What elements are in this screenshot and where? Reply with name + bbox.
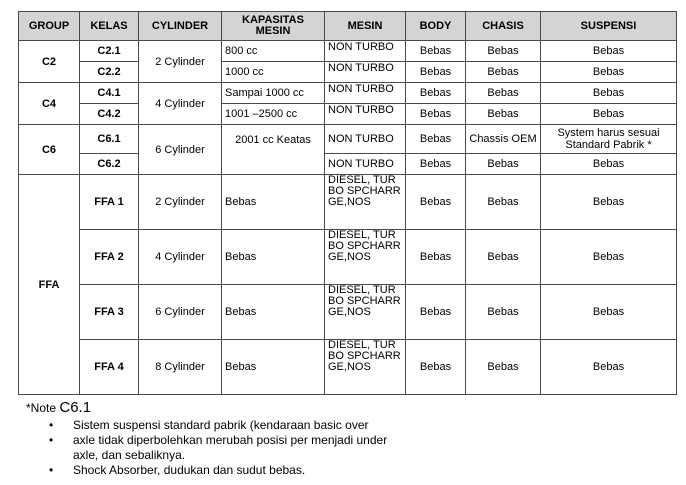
kapasitas-cell: 1000 cc [222,62,325,83]
header-chasis: CHASIS [466,12,541,41]
kapasitas-cell: 1001 –2500 cc [222,104,325,125]
suspensi-cell: Bebas [541,230,677,285]
header-mesin: MESIN [325,12,406,41]
cylinder-cell: 2 Cylinder [139,175,222,230]
header-suspensi: SUSPENSI [541,12,677,41]
body-cell: Bebas [406,285,466,340]
body-cell: Bebas [406,230,466,285]
suspensi-cell: Bebas [541,175,677,230]
table-row [19,125,677,154]
suspensi-cell: Bebas [541,154,677,175]
chasis-cell: Bebas [466,104,541,125]
table-row [19,340,677,395]
kapasitas-cell: Bebas [222,175,325,230]
mesin-cell: NON TURBO [325,154,406,175]
note-item: • Sistem suspensi standard pabrik (kendaraan basic over [73,418,403,433]
kelas-cell: C2.2 [80,62,139,83]
group-cell: FFA [19,175,80,395]
mesin-cell: DIESEL, TURBO SPCHARRGE,NOS [325,175,406,230]
mesin-cell: NON TURBO [325,125,406,154]
header-row [19,12,677,41]
table-row [19,230,677,285]
header-kelas: KELAS [80,12,139,41]
suspensi-cell: Bebas [541,83,677,104]
cylinder-cell: 6 Cylinder [139,125,222,175]
kelas-cell: FFA 4 [80,340,139,395]
kelas-cell: FFA 3 [80,285,139,340]
body-cell: Bebas [406,104,466,125]
group-cell: C4 [19,83,80,125]
note-section [26,400,403,478]
note-list [26,418,403,478]
chasis-cell: Bebas [466,41,541,62]
table-row [19,154,677,175]
note-item: • axle tidak diperbolehkan merubah posisi per menjadi under axle, dan sebaliknya. [73,433,403,463]
body-cell: Bebas [406,41,466,62]
header-group: GROUP [19,12,80,41]
chasis-cell: Chassis OEM [466,125,541,154]
chasis-cell: Bebas [466,340,541,395]
cylinder-cell: 8 Cylinder [139,340,222,395]
table-row [19,62,677,83]
mesin-cell: DIESEL, TURBO SPCHARRGE,NOS [325,230,406,285]
body-cell: Bebas [406,62,466,83]
chasis-cell: Bebas [466,230,541,285]
body-cell: Bebas [406,340,466,395]
header-body: BODY [406,12,466,41]
kelas-cell: C4.1 [80,83,139,104]
header-cylinder: CYLINDER [139,12,222,41]
group-cell: C6 [19,125,80,175]
note-ref: C6.1 [59,399,92,416]
mesin-cell: NON TURBO [325,104,406,125]
body-cell: Bebas [406,175,466,230]
kapasitas-cell: Bebas [222,230,325,285]
mesin-cell: DIESEL, TURBO SPCHARRGE,NOS [325,340,406,395]
cylinder-cell: 4 Cylinder [139,230,222,285]
suspensi-cell: Bebas [541,62,677,83]
chasis-cell: Bebas [466,175,541,230]
cylinder-cell: 4 Cylinder [139,83,222,125]
note-heading [26,400,403,416]
chasis-cell: Bebas [466,83,541,104]
group-cell: C2 [19,41,80,83]
kelas-cell: C2.1 [80,41,139,62]
kelas-cell: C4.2 [80,104,139,125]
suspensi-cell: Bebas [541,340,677,395]
chasis-cell: Bebas [466,154,541,175]
table-row [19,41,677,62]
chasis-cell: Bebas [466,62,541,83]
table-row [19,83,677,104]
body-cell: Bebas [406,83,466,104]
note-prefix: *Note [26,401,60,415]
kelas-cell: C6.2 [80,154,139,175]
kelas-cell: FFA 1 [80,175,139,230]
kapasitas-cell: Bebas [222,340,325,395]
table-row [19,285,677,340]
table-row [19,104,677,125]
mesin-cell: NON TURBO [325,83,406,104]
mesin-cell: DIESEL, TURBO SPCHARRGE,NOS [325,285,406,340]
cylinder-cell: 6 Cylinder [139,285,222,340]
suspensi-cell: Bebas [541,285,677,340]
body-cell: Bebas [406,125,466,154]
kapasitas-cell: Sampai 1000 cc [222,83,325,104]
header-kapasitas: KAPASITAS MESIN [222,12,325,41]
kapasitas-cell: Bebas [222,285,325,340]
kapasitas-cell: 800 cc [222,41,325,62]
suspensi-cell: Bebas [541,41,677,62]
kelas-cell: C6.1 [80,125,139,154]
kelas-cell: FFA 2 [80,230,139,285]
mesin-cell: NON TURBO [325,62,406,83]
cylinder-cell: 2 Cylinder [139,41,222,83]
suspensi-cell: Bebas [541,104,677,125]
suspensi-cell: System harus sesuai Standard Pabrik * [541,125,677,154]
chasis-cell: Bebas [466,285,541,340]
body-cell: Bebas [406,154,466,175]
class-spec-table [18,11,677,395]
kapasitas-cell: 2001 cc Keatas [222,125,325,175]
note-item: • Shock Absorber, dudukan dan sudut bebas. [73,463,403,478]
mesin-cell: NON TURBO [325,41,406,62]
table-row [19,175,677,230]
